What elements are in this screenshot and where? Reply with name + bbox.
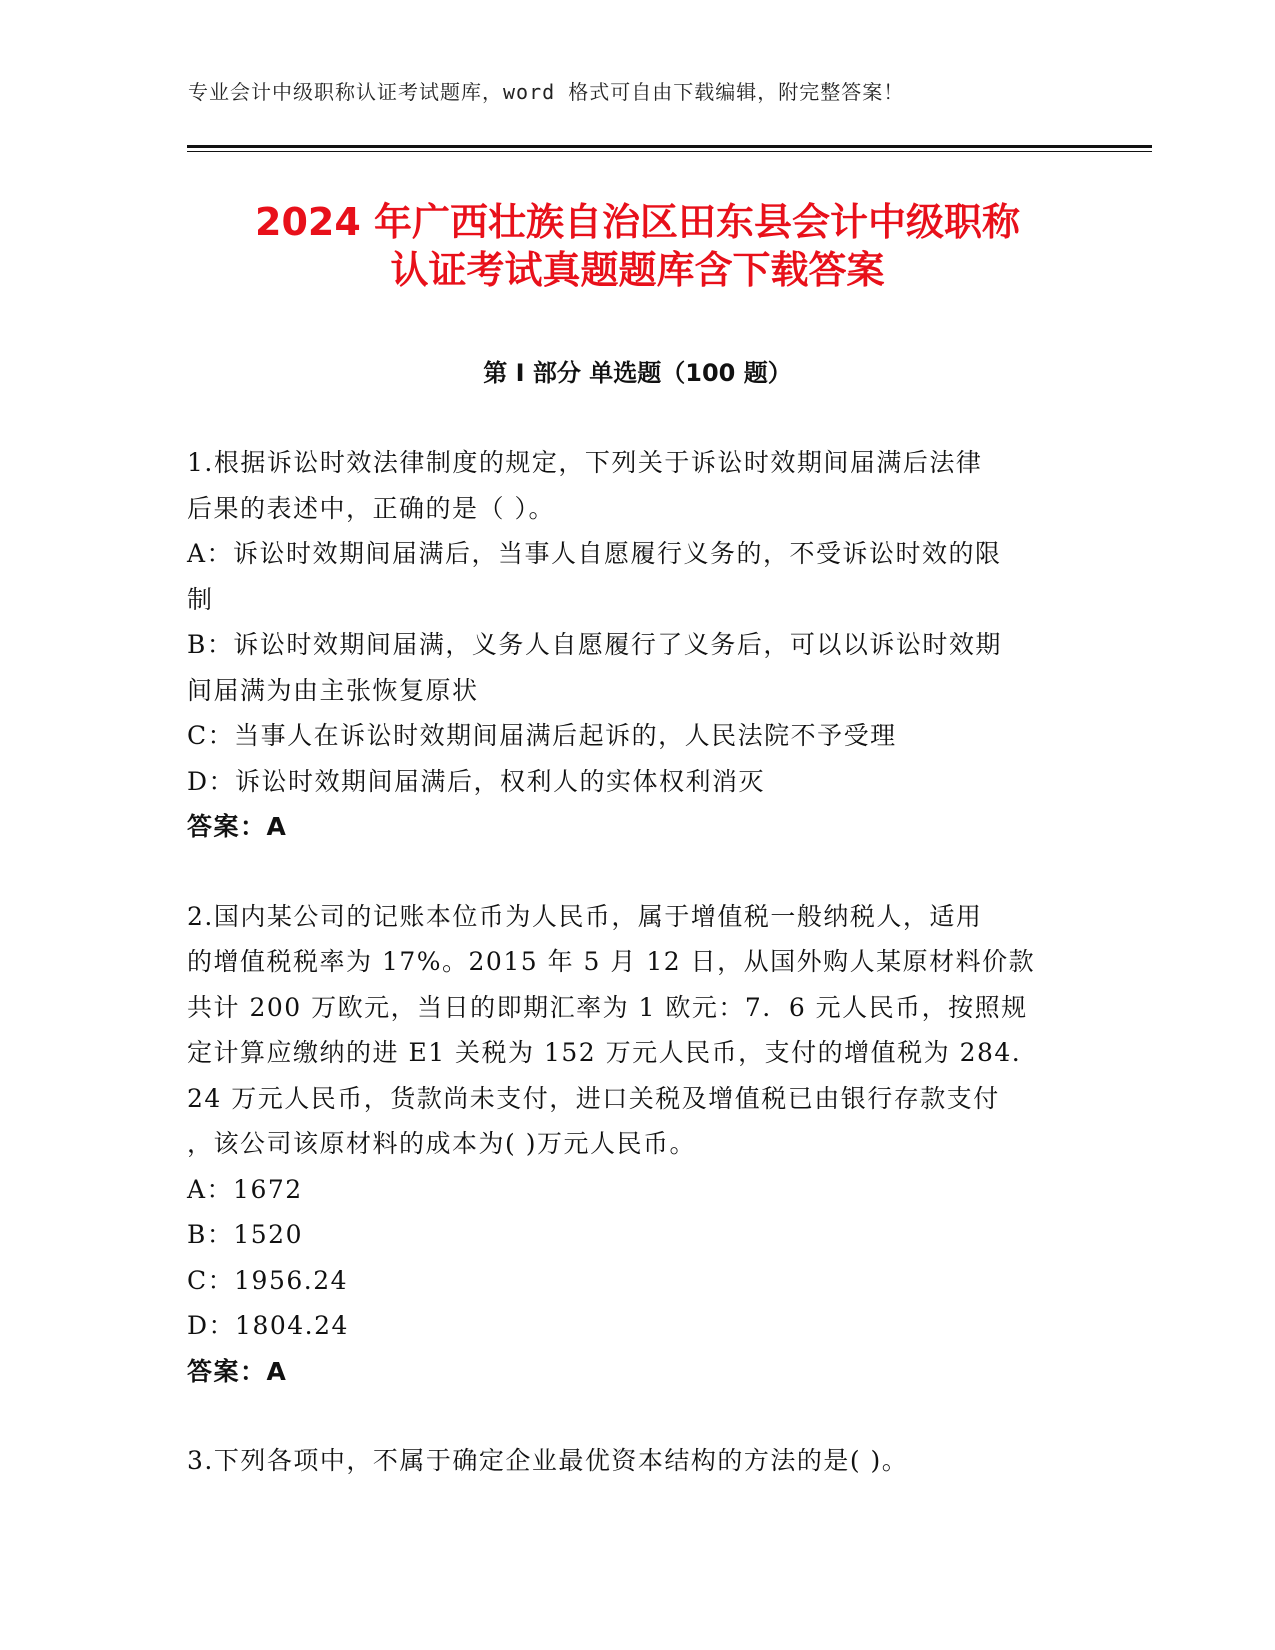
document-title [150, 198, 1125, 294]
option-line: C：当事人在诉讼时效期间届满后起诉的，人民法院不予受理 [187, 721, 897, 750]
option-line: B：1520 [187, 1220, 303, 1249]
section-title: 第 I 部分 单选题（100 题） [483, 359, 792, 387]
question-gap [187, 1394, 1077, 1438]
document-title-line-1: 2024 年广西壮族自治区田东县会计中级职称 [255, 200, 1020, 244]
header-rule-thin [187, 151, 1152, 152]
question-gap [187, 850, 1077, 894]
question-3 [187, 1438, 1077, 1484]
document-title-line-2: 认证考试真题题库含下载答案 [390, 248, 885, 292]
question-stem-line: ，该公司该原材料的成本为( )万元人民币。 [187, 1129, 696, 1158]
question-stem-line: 共计 200 万欧元，当日的即期汇率为 1 欧元：7．6 元人民币，按照规 [187, 992, 1028, 1022]
option-line: 间届满为由主张恢复原状 [187, 675, 479, 705]
question-stem-line: 定计算应缴纳的进 E1 关税为 152 万元人民币，支付的增值税为 284． [187, 1038, 1039, 1067]
answer-line: 答案：A [187, 812, 288, 841]
question-stem-line: 2.国内某公司的记账本位币为人民币，属于增值税一般纳税人，适用 [187, 901, 983, 931]
question-2 [187, 894, 1077, 1395]
option-line: C：1956.24 [187, 1265, 349, 1295]
question-stem-line: 的增值税税率为 17%。2015 年 5 月 12 日，从国外购人某原材料价款 [187, 947, 1036, 976]
question-1 [187, 440, 1077, 850]
question-stem-line: 3.下列各项中，不属于确定企业最优资本结构的方法的是( )。 [187, 1446, 909, 1475]
option-line: D：1804.24 [187, 1311, 349, 1340]
option-line: D：诉讼时效期间届满后，权利人的实体权利消灭 [187, 766, 766, 796]
header-note: 专业会计中级职称认证考试题库，word 格式可自由下载编辑，附完整答案！ [188, 80, 905, 104]
question-list [187, 440, 1077, 1484]
question-stem-line: 后果的表述中，正确的是（ ）。 [187, 493, 555, 523]
header-rule-thick [187, 145, 1152, 148]
option-line: A：1672 [187, 1174, 303, 1204]
question-stem-line: 1.根据诉讼时效法律制度的规定，下列关于诉讼时效期间届满后法律 [187, 448, 983, 477]
option-line: A：诉讼时效期间届满后，当事人自愿履行义务的，不受诉讼时效的限 [187, 539, 1002, 568]
option-line: B：诉讼时效期间届满，义务人自愿履行了义务后，可以以诉讼时效期 [187, 630, 1002, 659]
question-stem-line: 24 万元人民币，货款尚未支付，进口关税及增值税已由银行存款支付 [187, 1083, 1000, 1113]
option-line: 制 [187, 584, 214, 614]
answer-line: 答案：A [187, 1356, 288, 1386]
